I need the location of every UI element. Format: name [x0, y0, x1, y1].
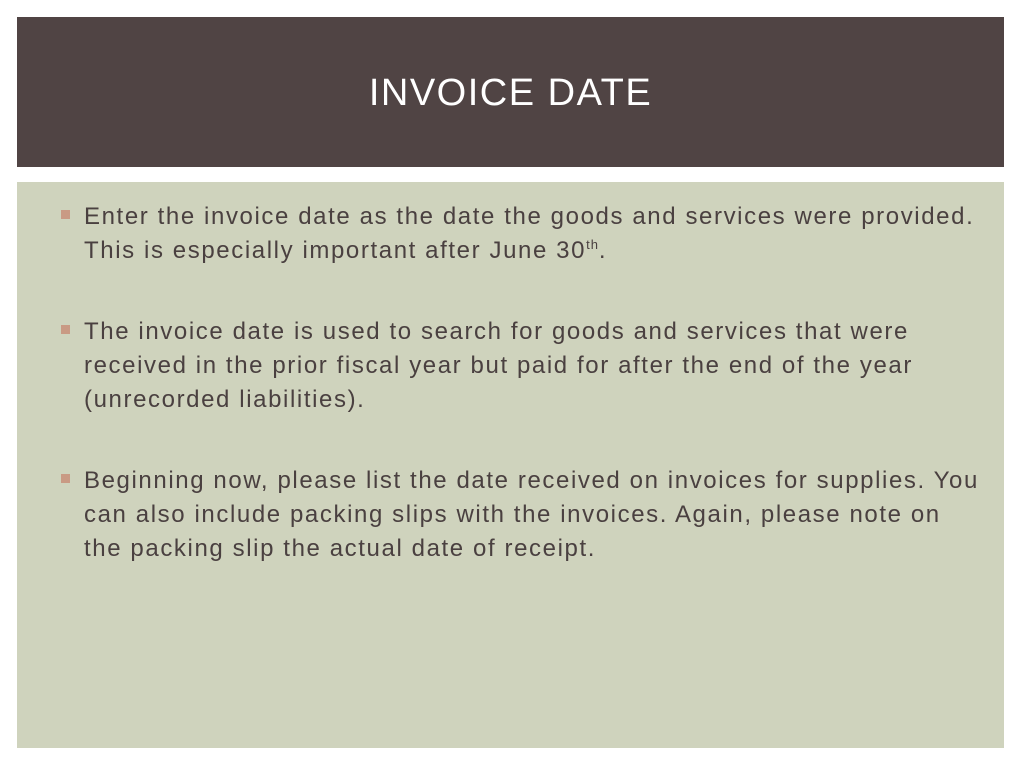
bullet-item — [61, 200, 981, 268]
bullet-item — [61, 464, 981, 566]
bullet-superscript: th — [586, 237, 599, 252]
bullet-list — [61, 200, 981, 613]
bullet-suffix: . — [598, 237, 608, 264]
bullet-text: Enter the invoice date as the date the goods and services were provided. This is especially important after June 30 — [84, 203, 975, 264]
content-panel — [17, 182, 1004, 748]
bullet-text: Beginning now, please list the date received on invoices for supplies. You can also include packing slips with the invoices. Again, please note on the packing slip the actual date of receipt. — [84, 467, 979, 562]
bullet-item — [61, 315, 981, 417]
square-bullet-icon — [61, 325, 70, 334]
slide-title: INVOICE DATE — [368, 71, 653, 114]
bullet-text: The invoice date is used to search for goods and services that were received in the prior fiscal year but paid for after the end of the year (unrecorded liabilities). — [84, 318, 913, 413]
square-bullet-icon — [61, 474, 70, 483]
title-band — [17, 17, 1004, 167]
square-bullet-icon — [61, 210, 70, 219]
